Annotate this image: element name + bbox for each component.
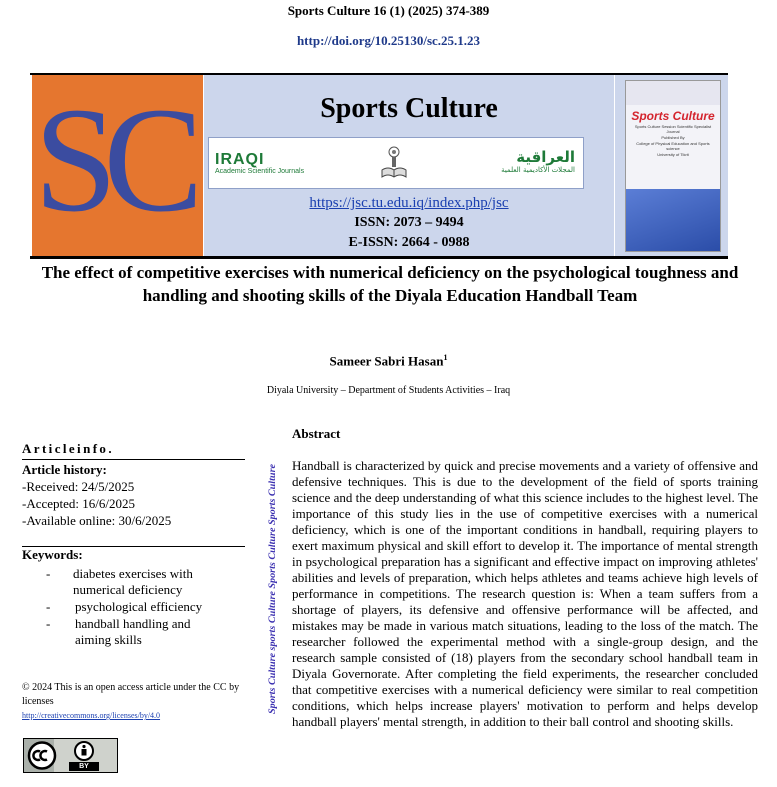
license-link[interactable]: http://creativecommons.org/licenses/by/4.0 [22,711,161,720]
keyword-bullet: - [46,566,51,581]
vertical-journal-text: Sports Culture sports Culture Sports Culture Sports Culture [267,491,277,714]
arabic-logo-subtitle: المجلات الأكاديمية العلمية [501,166,575,174]
e-issn: E-ISSN: 2664 - 0988 [348,235,470,250]
journal-url-link[interactable]: https://jsc.tu.edu.iq/index.php/jsc [309,195,509,211]
cover-line: College of Physical Education and Sports science [636,141,710,151]
arabic-logo-word: العراقية [516,148,575,166]
cover-line: University of Tikrit [657,152,689,157]
article-info-rule [22,459,245,460]
journal-cover-image [625,80,721,252]
book-emblem-icon [381,144,407,180]
journal-cover-panel [615,75,728,257]
issn: ISSN: 2073 – 9494 [354,215,464,230]
article-info-heading: Articleinfo. [22,441,114,456]
keyword-text: handball handling and aiming skills [75,616,191,647]
keyword-text: diabetes exercises with numerical deficiency [73,566,193,597]
cover-line: Published By [661,135,685,140]
cc-by-badge[interactable] [23,738,118,773]
iraqi-logo-word: IRAQI [215,151,265,168]
abstract-body: Handball is characterized by quick and precise movements and a variety of offensive and defensive techniques. This is due to the development of the field of sports training science and the deep understanding of what this science includes to the highest level. The importance of this study lies in the use of competitive exercises with a numerical deficiency, which is one of the important conditions in handball, requiring players to exert maximum physical and skill effort to develop it. The importance of mental strength in psychological preparation has a significant and effective impact on improving athletes' abilities and levels of preparation, which helps athletes and teams achieve high levels of performance in competitions. The research question is: When a team suffers from a shortage of players, its defensive and offensive performance will be affected, and mistakes may be made in various match situations, leading to the loss of the match. The researcher followed the experimental method with a single-group design, and the research sample consisted of (18) players from the secondary school handball team in Diyala Governorate. After completing the field experiments, the researcher concluded that competitive exercises with a numerical deficiency were similar to real competition conditions, which helps increase players' motivation to perform and helps develop handball players' mental strength, in addition to their ball control and shooting skills. [292,458,758,729]
author-name: Sameer Sabri Hasan [329,353,444,369]
keyword-bullet: - [46,616,51,631]
iraqi-logo [215,152,304,175]
author-affiliation-marker: 1 [443,353,448,362]
affiliation: Diyala University – Department of Students Activities – Iraq [266,385,511,396]
author-line [0,353,777,369]
cover-title: Sports Culture [631,109,715,123]
abstract-heading: Abstract [292,426,341,441]
paper-title: The effect of competitive exercises with numerical deficiency on the psychological toughness and handling and shooting skills of the Diyala Education Handball Team [41,263,739,305]
iraqi-logo-subtitle: Academic Scientific Journals [215,168,305,175]
article-history-heading: Article history: [22,462,107,477]
sc-logo [32,75,203,257]
keyword-item [46,599,236,615]
vertical-journal-watermark [265,462,279,714]
cover-header [626,81,720,105]
received-date: -Received: 24/5/2025 [22,479,135,494]
keyword-bullet: - [46,599,51,614]
accepted-date: -Accepted: 16/6/2025 [22,496,135,511]
available-online-date: -Available online: 30/6/2025 [22,513,172,528]
doi-link[interactable]: http://doi.org/10.25130/sc.25.1.23 [296,33,481,48]
sc-logo-letters: SC [34,77,190,243]
keyword-item [46,616,236,648]
iraqi-journals-logo-band [208,137,584,189]
journal-name: Sports Culture [320,93,498,124]
keyword-item [46,566,236,598]
copyright-notice: © 2024 This is an open access article under the CC by licenses [22,682,240,707]
keywords-heading: Keywords: [22,547,83,562]
journal-banner [32,75,728,257]
arabic-logo [501,148,575,174]
cover-line: Sports Culture Session Scientific Specialist Journal [634,124,712,134]
journal-citation: Sports Culture 16 (1) (2025) 374-389 [287,3,490,18]
banner-bottom-rule [30,256,728,259]
keyword-text: psychological efficiency [75,599,203,614]
banner-center [204,75,614,257]
cc-by-label: BY [79,763,89,770]
cover-artwork [626,189,720,251]
